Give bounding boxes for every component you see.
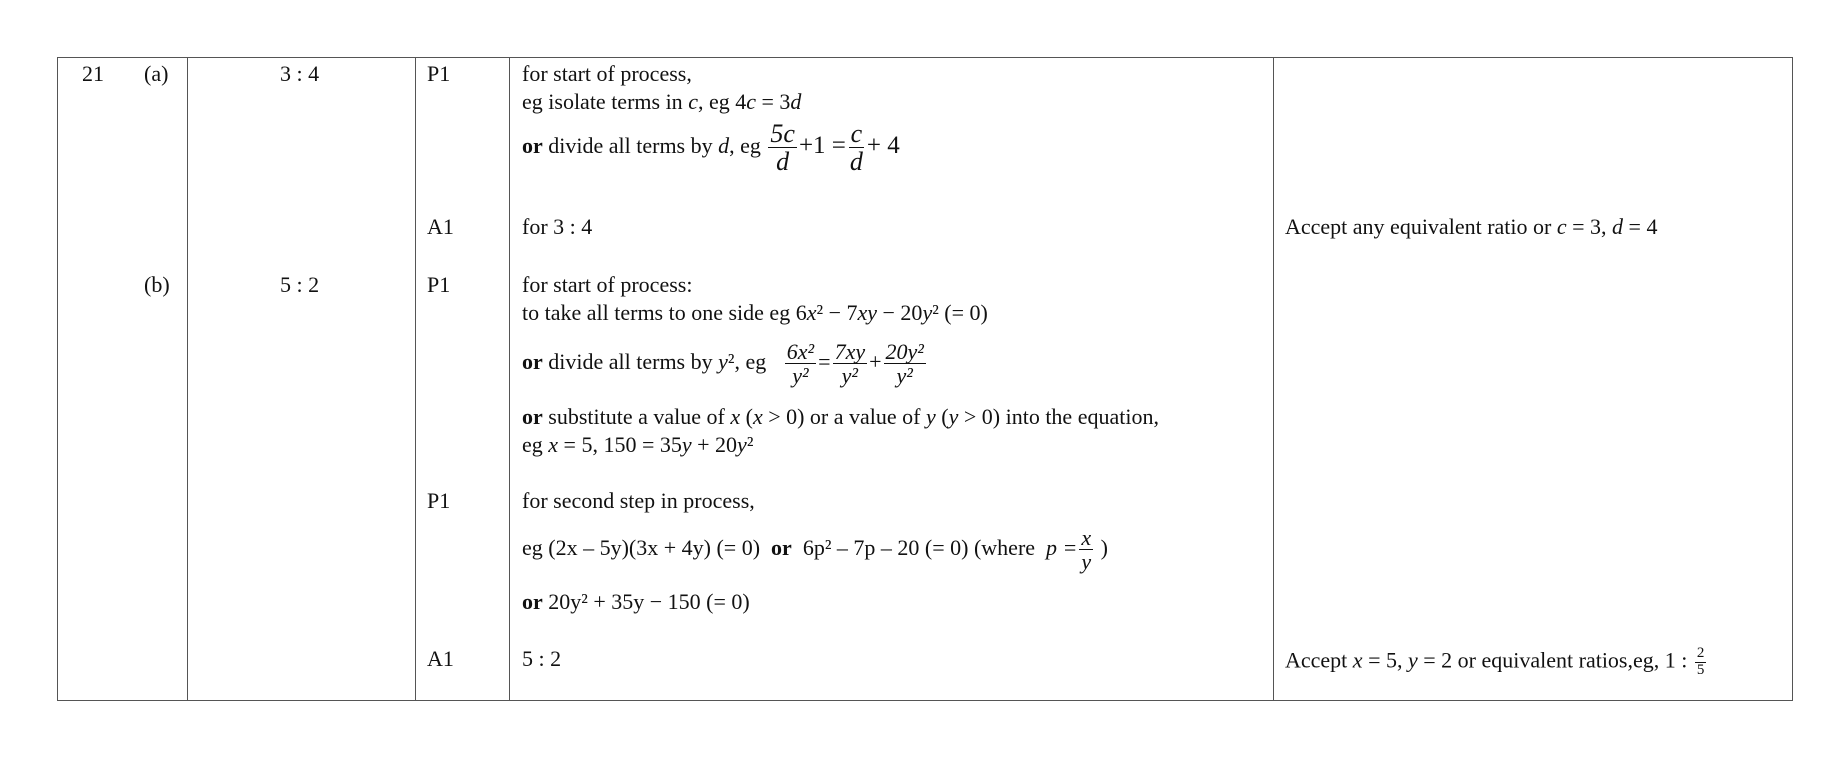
fraction: $\frac{x}{y}$ xyxy=(1081,525,1092,575)
answer-b: 5 : 2 xyxy=(280,272,320,297)
working-note: 5 : 2 xyxy=(522,646,562,671)
answer-a: 3 : 4 xyxy=(280,61,320,86)
working-note: eg isolate terms in c, eg 4c = 3d xyxy=(522,89,802,114)
working-note: eg (2x – 5y)(3x + 4y) (= 0) or 6p² – 7p – 20 (= 0) (where p = $\frac{x}{y}$ ) xyxy=(522,525,1108,575)
fraction: $\frac{\text{20y²}}{\text{y²}}$ xyxy=(885,339,924,389)
working-note: or divide all terms by d, eg $\frac{5c}{d}$ +1 = $\frac{c}{d}$ + 4 xyxy=(522,119,900,177)
column-divider xyxy=(509,58,510,700)
guidance-note: Accept any equivalent ratio or c = 3, d = 4 xyxy=(1285,214,1658,239)
fraction: $\frac{2}{5}$ xyxy=(1696,645,1705,678)
mark-scheme-table xyxy=(57,57,1793,701)
question-number: 21 xyxy=(82,61,104,86)
fraction: $\frac{c}{d}$ xyxy=(849,119,863,177)
column-divider xyxy=(415,58,416,700)
mark-code: P1 xyxy=(427,488,451,513)
fraction: $\frac{5c}{d}$ xyxy=(770,119,795,177)
mark-code: A1 xyxy=(427,646,454,671)
working-note: or 20y² + 35y − 150 (= 0) xyxy=(522,589,750,614)
working-note: or divide all terms by y², eg $\frac{\text{6x²}}{\text{y²}}$ = $\frac{7xy}{\text{y²}}$ + $\frac{\text{20y²}}{\text{y²}}$ xyxy=(522,339,924,389)
working-note: eg x = 5, 150 = 35y + 20y² xyxy=(522,432,754,457)
mark-code: P1 xyxy=(427,61,451,86)
mark-code: A1 xyxy=(427,214,454,239)
column-divider xyxy=(187,58,188,700)
working-note: for start of process: xyxy=(522,272,693,297)
fraction: $\frac{\text{6x²}}{\text{y²}}$ xyxy=(786,339,815,389)
working-note: to take all terms to one side eg 6x² − 7xy − 20y² (= 0) xyxy=(522,300,988,325)
working-note: for 3 : 4 xyxy=(522,214,593,239)
mark-code: P1 xyxy=(427,272,451,297)
part-label-a: (a) xyxy=(144,61,169,86)
working-note: for second step in process, xyxy=(522,488,755,513)
part-label-b: (b) xyxy=(144,272,170,297)
working-note: or substitute a value of x (x > 0) or a value of y (y > 0) into the equation, xyxy=(522,404,1159,429)
column-divider xyxy=(1273,58,1274,700)
guidance-note: Accept x = 5, y = 2 or equivalent ratios,eg, 1 : $\frac{2}{5}$ xyxy=(1285,645,1705,678)
fraction: $\frac{7xy}{\text{y²}}$ xyxy=(834,339,866,389)
working-note: for start of process, xyxy=(522,61,692,86)
